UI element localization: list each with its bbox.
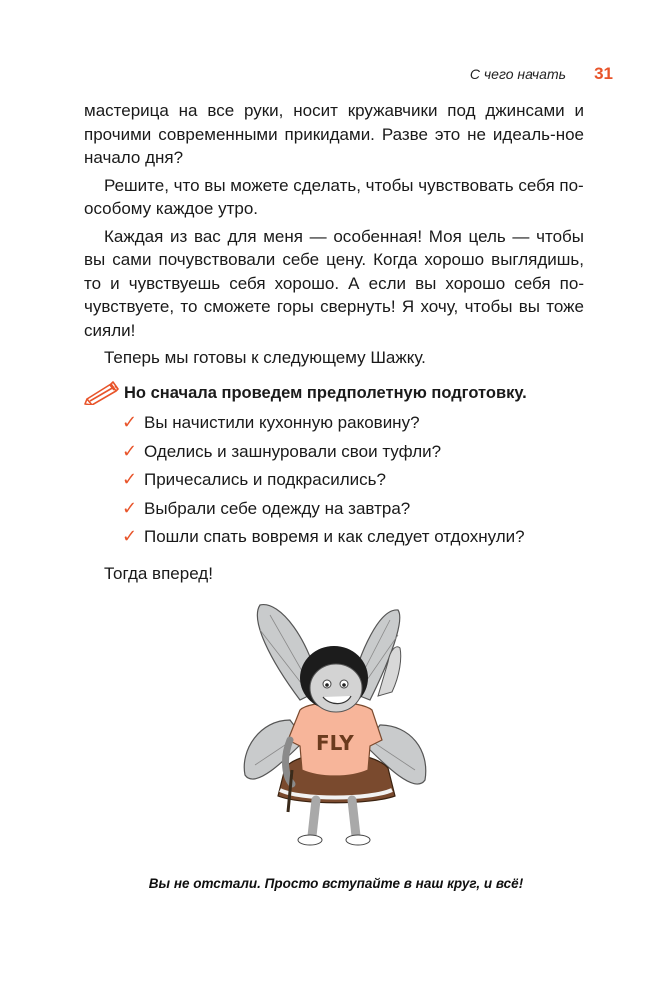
check-icon: ✓: [122, 440, 138, 461]
check-icon: ✓: [122, 412, 138, 432]
checklist: [84, 411, 604, 548]
list-item: ✓ Оделись и зашнуровали свои туфли?: [122, 440, 442, 461]
shirt-text: FLY: [316, 731, 354, 755]
illustration-caption: Вы не отстали. Просто вступайте в наш круг, и всё!: [148, 876, 524, 891]
list-item: ✓ Вы начистили кухонную раковину?: [122, 412, 420, 432]
paragraph: Решите, что вы можете сделать, чтобы чувствовать себя по-особому каждое утро.: [84, 175, 584, 218]
running-title: С чего начать: [469, 66, 566, 82]
check-icon: ✓: [122, 526, 138, 546]
check-icon: ✓: [122, 469, 138, 489]
paragraph: Каждая из вас для меня — особенная! Моя цель — чтобы вы сами почувствовали себе цену. Когда хорошо выглядишь, то и чувствуешь себя хорошо. А если вы хорошо себя по-чувствуете, то сможете горы свернуть! Я хочу, чтобы вы тоже сияли!: [84, 226, 584, 340]
check-icon: ✓: [122, 497, 138, 518]
body-text: [84, 99, 584, 370]
checklist-heading: [84, 381, 604, 405]
fairy-illustration: [230, 600, 440, 856]
closing-line: Тогда вперед!: [104, 564, 213, 583]
page-header: [0, 64, 672, 86]
paragraph: Теперь мы готовы к следующему Шажку.: [104, 348, 426, 367]
list-item: ✓ Причесались и подкрасились?: [122, 469, 386, 489]
list-item: ✓ Пошли спать вовремя и как следует отдохнули?: [122, 526, 525, 546]
checklist-heading-text: Но сначала проведем предполетную подготовку.: [124, 384, 527, 402]
preflight-checklist: [84, 381, 604, 554]
paragraph: мастерица на все руки, носит кружавчики под джинсами и прочими современными прикидами. Разве это не идеаль-ное начало дня?: [84, 101, 584, 167]
pencil-icon: [84, 379, 120, 405]
page-number: 31: [594, 64, 613, 83]
list-item: ✓ Выбрали себе одежду на завтра?: [122, 497, 411, 518]
